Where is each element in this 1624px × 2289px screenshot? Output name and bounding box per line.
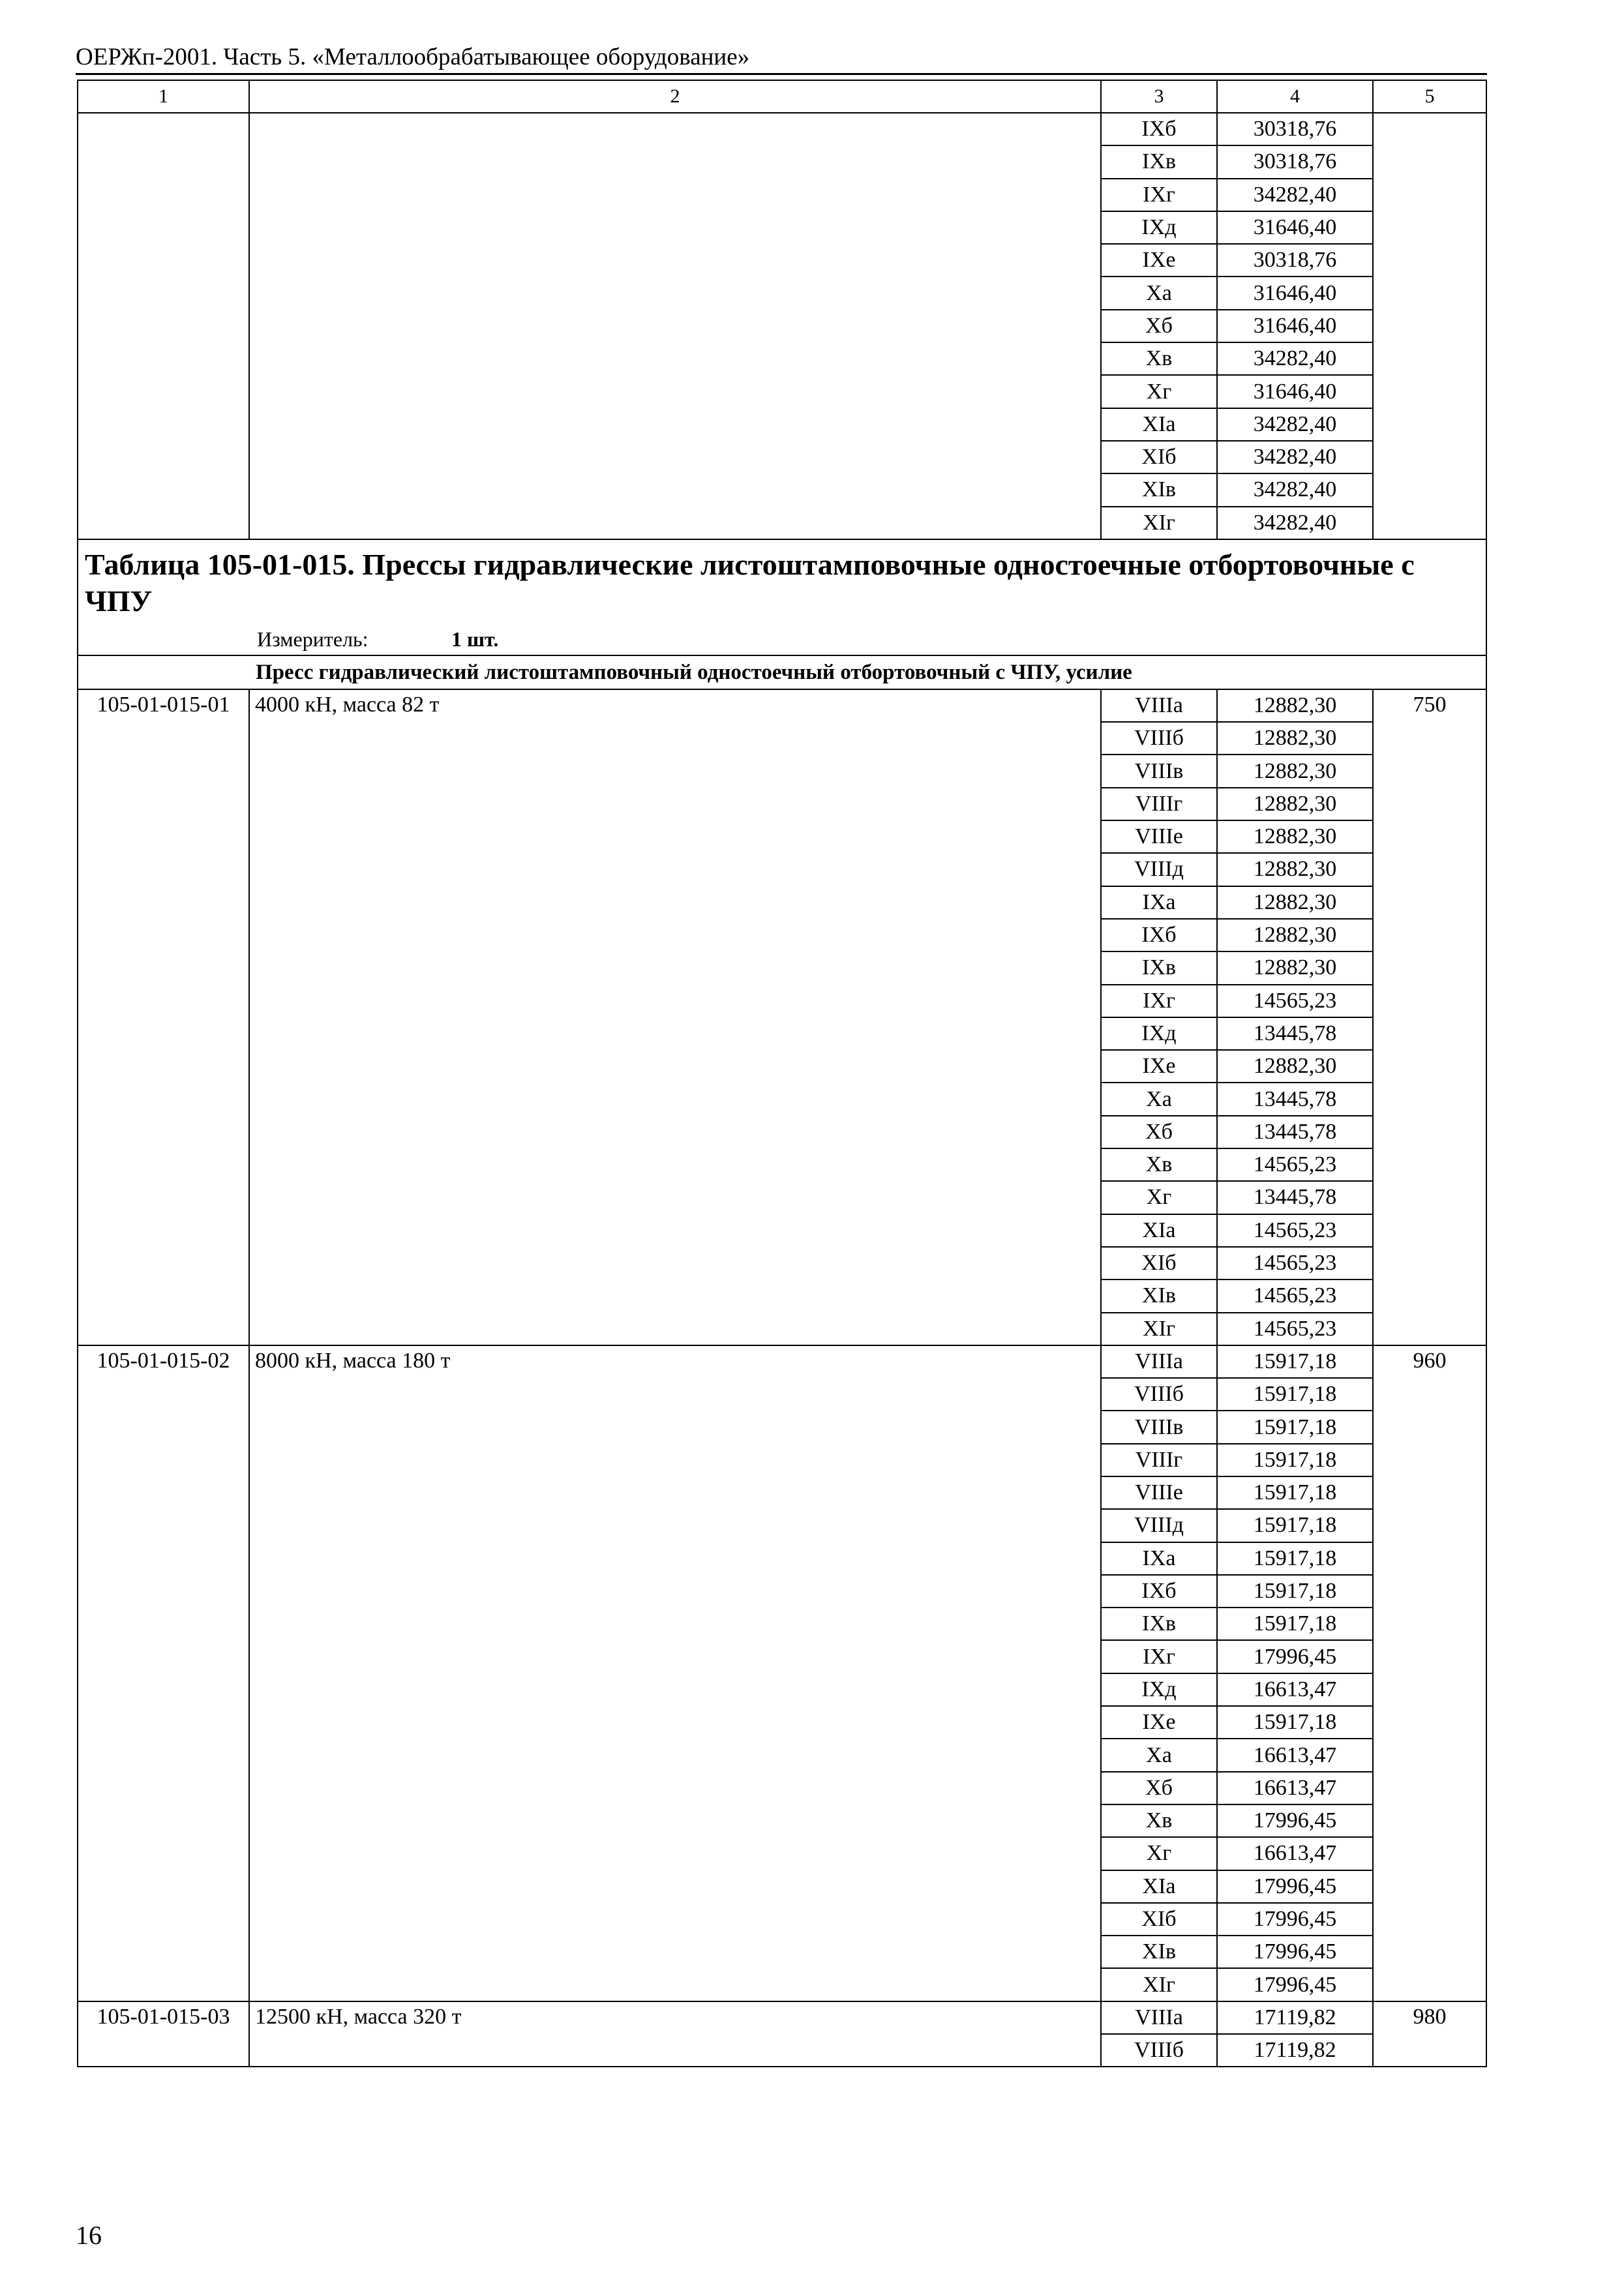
price-cell: 14565,23 (1217, 1247, 1373, 1279)
price-cell: 34282,40 (1217, 179, 1373, 211)
col5-cell (1373, 113, 1486, 539)
zone-cell: VIIIб (1101, 2034, 1217, 2067)
price-cell: 17996,45 (1217, 1936, 1373, 1968)
price-cell: 13445,78 (1217, 1181, 1373, 1214)
price-cell: 15917,18 (1217, 1378, 1373, 1411)
zone-cell: IXе (1101, 1050, 1217, 1083)
page-number: 16 (76, 2221, 102, 2250)
zone-cell: Xв (1101, 342, 1217, 375)
zone-cell: VIIIд (1101, 1509, 1217, 1542)
zone-cell: XIг (1101, 1968, 1217, 2001)
price-cell: 12882,30 (1217, 951, 1373, 984)
price-cell: 31646,40 (1217, 277, 1373, 309)
zone-cell: XIа (1101, 1214, 1217, 1247)
zone-cell: Xа (1101, 277, 1217, 309)
zone-cell: VIIIа (1101, 2001, 1217, 2034)
price-cell: 12882,30 (1217, 886, 1373, 919)
zone-cell: IXд (1101, 211, 1217, 244)
subheading: Пресс гидравлический листоштамповочный одностоечный отбортовочный с ЧПУ, усилие (78, 655, 1486, 689)
price-cell: 15917,18 (1217, 1476, 1373, 1509)
zone-cell: IXб (1101, 919, 1217, 951)
zone-cell: XIб (1101, 1903, 1217, 1936)
price-cell: 13445,78 (1217, 1083, 1373, 1115)
price-cell: 14565,23 (1217, 1214, 1373, 1247)
section-title-row (78, 539, 1486, 624)
zone-cell: VIIIв (1101, 1411, 1217, 1443)
price-cell: 12882,30 (1217, 722, 1373, 755)
price-cell: 15917,18 (1217, 1706, 1373, 1739)
price-table (77, 80, 1487, 2067)
subheading-row (78, 655, 1486, 689)
item-col5: 960 (1373, 1345, 1486, 2001)
item-col5: 980 (1373, 2001, 1486, 2067)
price-cell: 17996,45 (1217, 1640, 1373, 1673)
zone-cell: XIв (1101, 1936, 1217, 1968)
item-code: 105-01-015-02 (78, 1345, 249, 2001)
zone-cell: IXг (1101, 985, 1217, 1017)
price-cell: 12882,30 (1217, 1050, 1373, 1083)
zone-cell: Xв (1101, 1804, 1217, 1837)
zone-cell: Xг (1101, 375, 1217, 408)
zone-cell: VIIIв (1101, 755, 1217, 787)
price-cell: 17996,45 (1217, 1903, 1373, 1936)
zone-cell: VIIIа (1101, 689, 1217, 722)
zone-cell: Xв (1101, 1148, 1217, 1181)
price-cell: 15917,18 (1217, 1444, 1373, 1476)
zone-cell: VIIIб (1101, 722, 1217, 755)
table-row (78, 2001, 1486, 2034)
unit-cell (78, 624, 1486, 655)
price-cell: 17996,45 (1217, 1870, 1373, 1903)
zone-cell: Xа (1101, 1083, 1217, 1115)
zone-cell: IXд (1101, 1673, 1217, 1706)
zone-cell: IXд (1101, 1017, 1217, 1050)
price-cell: 14565,23 (1217, 985, 1373, 1017)
price-cell: 31646,40 (1217, 310, 1373, 342)
price-cell: 16613,47 (1217, 1837, 1373, 1870)
zone-cell: IXа (1101, 886, 1217, 919)
zone-cell: Xа (1101, 1739, 1217, 1771)
zone-cell: XIб (1101, 1247, 1217, 1279)
price-cell: 17996,45 (1217, 1968, 1373, 2001)
zone-cell: XIб (1101, 441, 1217, 473)
item-description: 12500 кН, масса 320 т (249, 2001, 1101, 2067)
header-rule (76, 73, 1487, 75)
price-cell: 16613,47 (1217, 1673, 1373, 1706)
code-cell (78, 113, 249, 539)
price-cell: 34282,40 (1217, 473, 1373, 506)
zone-cell: Xг (1101, 1181, 1217, 1214)
zone-cell: IXе (1101, 244, 1217, 277)
description-cell (249, 113, 1101, 539)
price-cell: 15917,18 (1217, 1411, 1373, 1443)
price-cell: 17119,82 (1217, 2001, 1373, 2034)
column-number-row (78, 80, 1486, 113)
price-cell: 31646,40 (1217, 211, 1373, 244)
table-row (78, 113, 1486, 145)
unit-label: Измеритель: (257, 627, 368, 651)
price-cell: 30318,76 (1217, 244, 1373, 277)
item-description: 4000 кН, масса 82 т (249, 689, 1101, 1345)
price-cell: 15917,18 (1217, 1608, 1373, 1640)
zone-cell: VIIIг (1101, 788, 1217, 820)
zone-cell: VIIIд (1101, 853, 1217, 886)
zone-cell: VIIIб (1101, 1378, 1217, 1411)
section-title: Таблица 105-01-015. Прессы гидравлические листоштамповочные одностоечные отбортовочные с ЧПУ (78, 539, 1486, 624)
item-code: 105-01-015-01 (78, 689, 249, 1345)
price-cell: 12882,30 (1217, 689, 1373, 722)
zone-cell: VIIIг (1101, 1444, 1217, 1476)
price-cell: 14565,23 (1217, 1313, 1373, 1345)
price-cell: 15917,18 (1217, 1575, 1373, 1608)
price-cell: 30318,76 (1217, 113, 1373, 145)
zone-cell: IXг (1101, 1640, 1217, 1673)
price-cell: 15917,18 (1217, 1542, 1373, 1575)
zone-cell: IXа (1101, 1542, 1217, 1575)
price-cell: 13445,78 (1217, 1116, 1373, 1148)
table-row (78, 1345, 1486, 1378)
zone-cell: IXв (1101, 145, 1217, 178)
column-number: 3 (1101, 80, 1217, 113)
zone-cell: XIа (1101, 408, 1217, 441)
unit-value: 1 шт. (451, 627, 499, 651)
price-cell: 34282,40 (1217, 342, 1373, 375)
price-cell: 34282,40 (1217, 441, 1373, 473)
price-cell: 16613,47 (1217, 1772, 1373, 1804)
column-number: 4 (1217, 80, 1373, 113)
price-cell: 13445,78 (1217, 1017, 1373, 1050)
zone-cell: XIг (1101, 507, 1217, 539)
zone-cell: XIв (1101, 1279, 1217, 1312)
price-table-body (78, 80, 1486, 2067)
table-row (78, 689, 1486, 722)
price-cell: 30318,76 (1217, 145, 1373, 178)
zone-cell: XIг (1101, 1313, 1217, 1345)
column-number: 2 (249, 80, 1101, 113)
price-cell: 12882,30 (1217, 853, 1373, 886)
zone-cell: Xб (1101, 310, 1217, 342)
price-cell: 12882,30 (1217, 788, 1373, 820)
zone-cell: IXг (1101, 179, 1217, 211)
zone-cell: IXб (1101, 1575, 1217, 1608)
zone-cell: IXв (1101, 951, 1217, 984)
price-cell: 31646,40 (1217, 375, 1373, 408)
zone-cell: Xб (1101, 1772, 1217, 1804)
price-cell: 14565,23 (1217, 1279, 1373, 1312)
price-cell: 12882,30 (1217, 755, 1373, 787)
column-number: 5 (1373, 80, 1486, 113)
price-cell: 16613,47 (1217, 1739, 1373, 1771)
price-cell: 15917,18 (1217, 1345, 1373, 1378)
price-cell: 14565,23 (1217, 1148, 1373, 1181)
price-cell: 17119,82 (1217, 2034, 1373, 2067)
item-code: 105-01-015-03 (78, 2001, 249, 2067)
zone-cell: VIIIе (1101, 820, 1217, 853)
item-description: 8000 кН, масса 180 т (249, 1345, 1101, 2001)
price-cell: 17996,45 (1217, 1804, 1373, 1837)
running-title: ОЕРЖп-2001. Часть 5. «Металлообрабатывающее оборудование» (76, 44, 750, 70)
zone-cell: XIв (1101, 473, 1217, 506)
zone-cell: Xг (1101, 1837, 1217, 1870)
zone-cell: VIIIа (1101, 1345, 1217, 1378)
item-col5: 750 (1373, 689, 1486, 1345)
price-cell: 12882,30 (1217, 919, 1373, 951)
zone-cell: Xб (1101, 1116, 1217, 1148)
price-cell: 34282,40 (1217, 408, 1373, 441)
price-cell: 15917,18 (1217, 1509, 1373, 1542)
zone-cell: IXв (1101, 1608, 1217, 1640)
price-cell: 34282,40 (1217, 507, 1373, 539)
zone-cell: XIа (1101, 1870, 1217, 1903)
price-cell: 12882,30 (1217, 820, 1373, 853)
column-number: 1 (78, 80, 249, 113)
zone-cell: IXб (1101, 113, 1217, 145)
zone-cell: IXе (1101, 1706, 1217, 1739)
zone-cell: VIIIе (1101, 1476, 1217, 1509)
unit-row (78, 624, 1486, 655)
